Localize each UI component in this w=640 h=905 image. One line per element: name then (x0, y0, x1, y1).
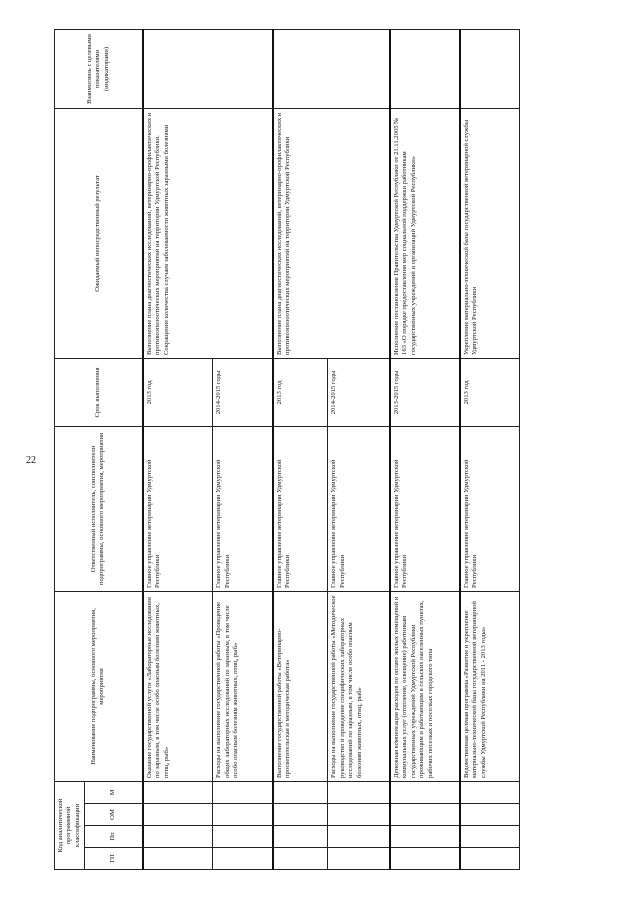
row-executor: Главное управление ветеринарии Удмуртской Республики (213, 426, 273, 591)
row-deadline: 2013 год (460, 358, 520, 426)
row-name: Расходы на выполнение государственной работы «Проведение общих лабораторных исследований по заразным, в том числе особо опасным болезням животных, птиц, рыб» (213, 591, 273, 781)
row-link (460, 29, 520, 108)
result-header: Ожидаемый непосредственный результат (55, 108, 143, 358)
deadline-header: Срок выполнения (55, 358, 143, 426)
row-executor: Главное управление ветеринарии Удмуртской Республики (143, 426, 213, 591)
row-name: Оказание государственной услуги «Лабораторные исследования по заразным, в том числе особо опасным болезням животных, птиц, рыб» (143, 591, 213, 781)
program-table (54, 29, 520, 870)
code-col-pp: Пп (85, 826, 143, 848)
code-col-gp: ГП (85, 848, 143, 870)
row-deadline: 2013-2015 годы (390, 358, 460, 426)
row-result: Выполнение плана диагностических исследований, ветеринарно-профилактических и противоэпизоотических мероприятий на территории Удмуртской Республики. Сокращение количества случаев заболеваемости животных заразными болезнями (143, 108, 273, 358)
rotated-table-frame (54, 30, 607, 870)
table-row (390, 29, 460, 869)
row-name: Выполнение государственной работы «Ветеринарно-просветительская и методическая работа» (273, 591, 328, 781)
row-name: Расходы на выполнение государственной работы «Методическое руководство и проведение специфических лабораторных исследований по заразным, в том числе особо опасным болезням животных, птиц, рыб» (328, 591, 390, 781)
row-executor: Главное управление ветеринарии Удмуртской Республики (273, 426, 328, 591)
row-deadline: 2013 год (273, 358, 328, 426)
row-name: Денежная компенсация расходов по оплате жилых помещений и коммунальных услуг (отопление, освещение) работникам государственных учреждений Удмуртской Республики проживающим и работающим в сельских населенных пунктах, рабочих поселках и поселках городского типа (390, 591, 460, 781)
row-result: Исполнение постановления Правительства Удмуртской Республики от 21.11.2005 № 163 «О порядке предоставления мер социальной поддержки работникам государственных учреждений и организаций Удмуртской Республики» (390, 108, 460, 358)
row-deadline: 2014-2015 годы (328, 358, 390, 426)
row-executor: Главное управление ветеринарии Удмуртской Республики (328, 426, 390, 591)
table-row (143, 29, 213, 869)
row-name: Ведомственная целевая программа «Развитие и укрепление материально-технической базы государственной ветеринарной службы Удмуртской Республики на 2011 - 2013 годы» (460, 591, 520, 781)
row-deadline: 2013 год (143, 358, 213, 426)
row-link (143, 29, 273, 108)
link-header: Взаимосвязь с целевыми показателями (индикаторами) (55, 29, 143, 108)
executor-header: Ответственный исполнитель, соисполнители подпрограммы, основного мероприятия, мероприятия (55, 426, 143, 591)
row-result: Выполнение плана диагностических исследований, ветеринарно-профилактических и противоэпизоотических мероприятий на территории Удмуртской Республики (273, 108, 390, 358)
row-link (273, 29, 390, 108)
row-result: Укрепление материально-технической базы государственной ветеринарной службы Удмуртской Республики (460, 108, 520, 358)
row-executor: Главное управление ветеринарии Удмуртской Республики (460, 426, 520, 591)
code-col-m: М (85, 781, 143, 803)
table-row (273, 29, 328, 869)
row-deadline: 2014-2015 годы (213, 358, 273, 426)
name-header: Наименование подпрограммы, основного мероприятия, мероприятия (55, 591, 143, 781)
table-row (460, 29, 520, 869)
code-col-om: ОМ (85, 804, 143, 826)
row-link (390, 29, 460, 108)
row-executor: Главное управление ветеринарии Удмуртской Республики (390, 426, 460, 591)
code-group-header: Код аналитической программной классификации (55, 781, 85, 869)
page-number: 22 (26, 455, 36, 466)
